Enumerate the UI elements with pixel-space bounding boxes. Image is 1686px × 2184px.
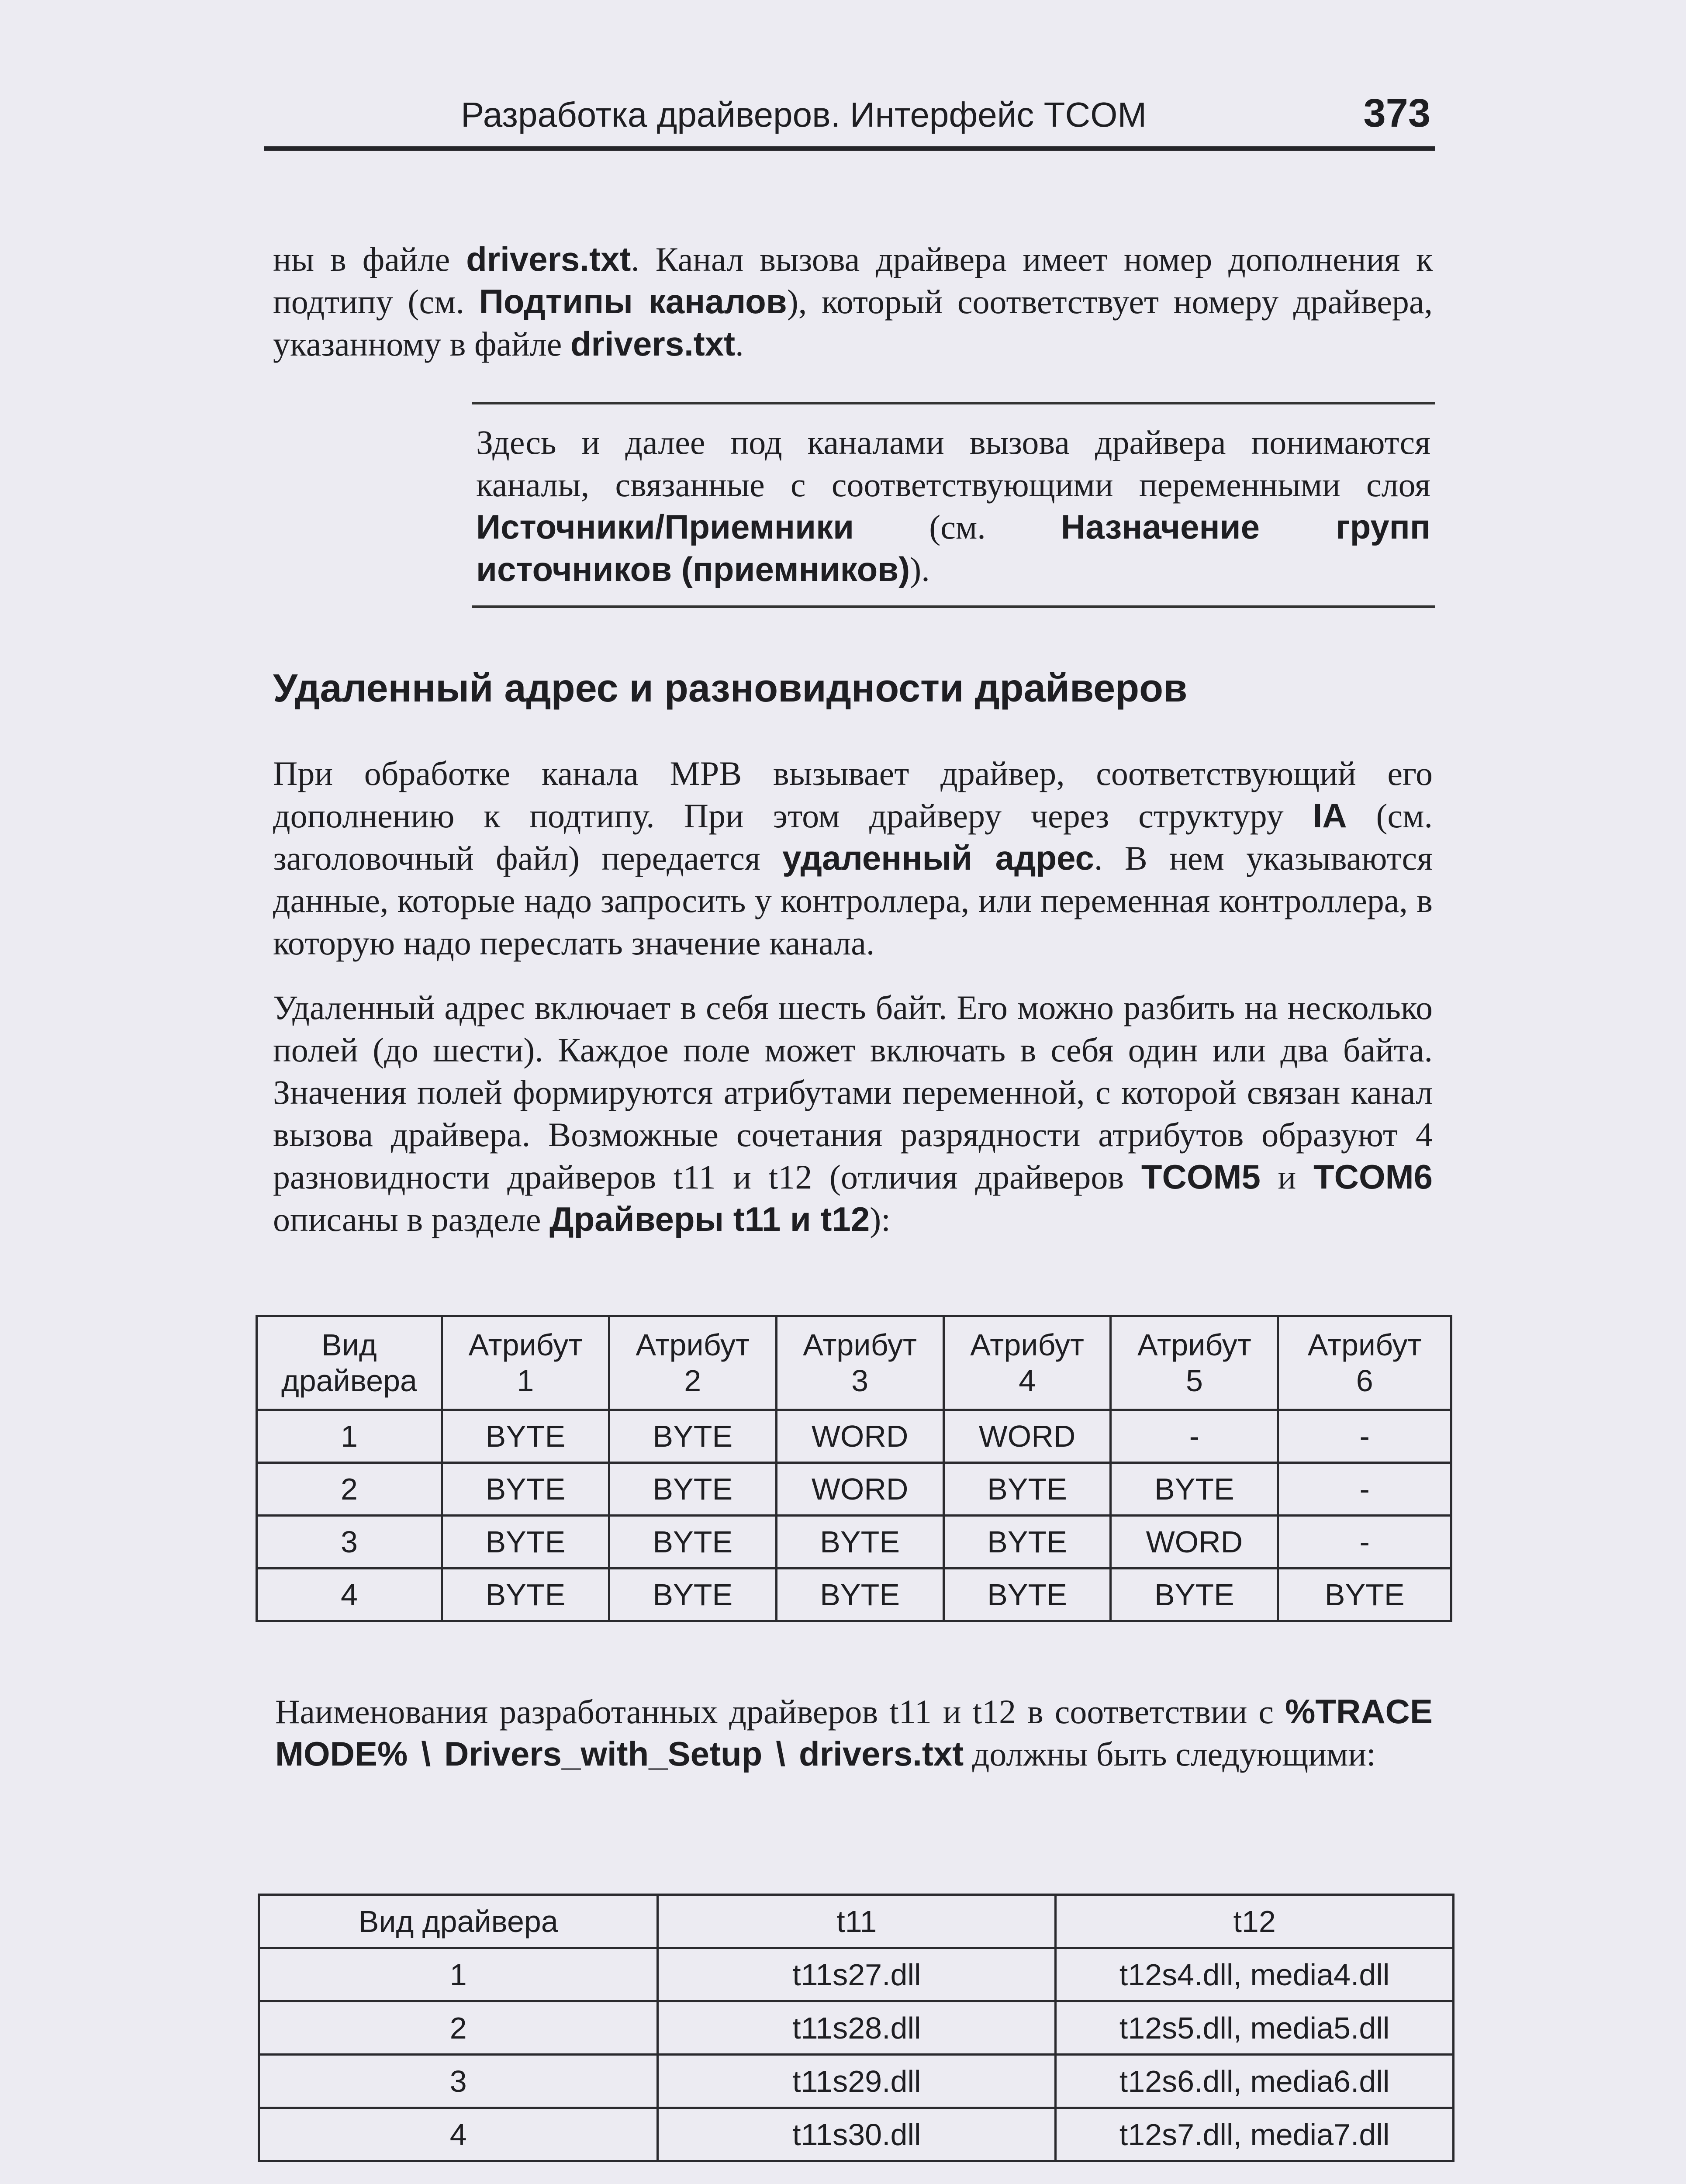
column-header: t12 bbox=[1056, 1895, 1454, 1948]
paragraph-address-fields: Удаленный адрес включает в себя шесть байт. Его можно разбить на несколько полей (до шести). Каждое поле может включать в себя один или два байта. Значения полей формируются атрибутами переменной, с которой связан канал вызова драйвера. Возможные сочетания разрядности атрибутов образуют 4 разновидности драйверов t11 и t12 (отличия драйверов TCOM5 и TCOM6 описаны в разделе Драйверы t11 и t12): bbox=[273, 988, 1433, 1238]
table-cell: - bbox=[1278, 1410, 1451, 1463]
table-cell: BYTE bbox=[943, 1463, 1111, 1516]
table-cell: t11s30.dll bbox=[658, 2108, 1056, 2161]
table-cell: t12s5.dll, media5.dll bbox=[1056, 2001, 1454, 2055]
table-header-row bbox=[257, 1316, 1451, 1410]
table-cell: BYTE bbox=[609, 1463, 776, 1516]
column-header: Атрибут 6 bbox=[1278, 1316, 1451, 1410]
structure-name: IA bbox=[1313, 796, 1347, 835]
table-cell: BYTE bbox=[442, 1410, 609, 1463]
driver-name: TCOM6 bbox=[1313, 1158, 1433, 1196]
table-cell: BYTE bbox=[943, 1569, 1111, 1621]
table-cell: BYTE bbox=[609, 1569, 776, 1621]
column-header: Атрибут 2 bbox=[609, 1316, 776, 1410]
column-header: Вид драйвера bbox=[259, 1895, 658, 1948]
table-header-row bbox=[259, 1895, 1454, 1948]
table-cell: t12s6.dll, media6.dll bbox=[1056, 2055, 1454, 2108]
file-name: drivers.txt bbox=[570, 325, 736, 363]
table-cell: 3 bbox=[259, 2055, 658, 2108]
table-cell: WORD bbox=[1111, 1516, 1278, 1569]
note-text: Здесь и далее под каналами вызова драйвера понимаются каналы, связанные с соответствующими переменными слоя Источники/Приемники (см. Назначение групп источников (приемников)). bbox=[476, 423, 1430, 588]
column-header: Вид драйвера bbox=[257, 1316, 442, 1410]
table-cell: BYTE bbox=[442, 1516, 609, 1569]
column-header: Атрибут 5 bbox=[1111, 1316, 1278, 1410]
driver-attributes-table bbox=[256, 1315, 1452, 1622]
table-row bbox=[259, 2001, 1454, 2055]
table-cell: BYTE bbox=[442, 1463, 609, 1516]
table-cell: BYTE bbox=[1278, 1569, 1451, 1621]
table-row bbox=[257, 1569, 1451, 1621]
note-box bbox=[472, 402, 1435, 608]
page-number: 373 bbox=[1363, 91, 1430, 135]
table-cell: t11s28.dll bbox=[658, 2001, 1056, 2055]
table-cell: t12s4.dll, media4.dll bbox=[1056, 1948, 1454, 2001]
table-cell: BYTE bbox=[1111, 1463, 1278, 1516]
table-cell: - bbox=[1111, 1410, 1278, 1463]
paragraph-driver-names: Наименования разработанных драйверов t11 и t12 в соответствии с %TRACE MODE% \ Drivers_with_Setup \ drivers.txt должны быть следующими: bbox=[275, 1692, 1433, 1773]
layer-name: Источники/Приемники bbox=[476, 508, 854, 546]
column-header: Атрибут 1 bbox=[442, 1316, 609, 1410]
cross-reference: Назначение групп источников (приемников) bbox=[476, 508, 1430, 588]
intro-paragraph: ны в файле drivers.txt. Канал вызова драйвера имеет номер дополнения к подтипу (см. Подтипы каналов), который соответствует номеру драйвера, указанному в файле drivers.txt. bbox=[273, 240, 1433, 363]
table-row bbox=[259, 1948, 1454, 2001]
column-header: t11 bbox=[658, 1895, 1056, 1948]
table-cell: 3 bbox=[257, 1516, 442, 1569]
table-cell: 4 bbox=[257, 1569, 442, 1621]
table-cell: WORD bbox=[943, 1410, 1111, 1463]
table-cell: t11s29.dll bbox=[658, 2055, 1056, 2108]
table-cell: t11s27.dll bbox=[658, 1948, 1056, 2001]
paragraph-remote-address: При обработке канала МРВ вызывает драйвер, соответствующий его дополнению к подтипу. При этом драйверу через структуру IA (см. заголовочный файл) передается удаленный адрес. В нем указываются данные, которые надо запросить у контроллера, или переменная контроллера, в которую надо переслать значение канала. bbox=[273, 754, 1433, 962]
running-header bbox=[264, 81, 1435, 151]
running-header-title: Разработка драйверов. Интерфейс TCOM bbox=[461, 95, 1147, 134]
table-row bbox=[259, 2055, 1454, 2108]
file-path: %TRACE MODE% \ Drivers_with_Setup \ drivers.txt bbox=[275, 1692, 1433, 1773]
table-cell: BYTE bbox=[1111, 1569, 1278, 1621]
driver-files-table bbox=[258, 1894, 1455, 2162]
table-cell: BYTE bbox=[943, 1516, 1111, 1569]
table-cell: 4 bbox=[259, 2108, 658, 2161]
table-row bbox=[259, 2108, 1454, 2161]
table-cell: 2 bbox=[259, 2001, 658, 2055]
table-cell: WORD bbox=[776, 1463, 943, 1516]
table-cell: - bbox=[1278, 1463, 1451, 1516]
file-name: drivers.txt bbox=[466, 240, 631, 278]
column-header: Атрибут 3 bbox=[776, 1316, 943, 1410]
column-header: Атрибут 4 bbox=[943, 1316, 1111, 1410]
table-cell: - bbox=[1278, 1516, 1451, 1569]
cross-reference: Подтипы каналов bbox=[479, 282, 787, 321]
table-row bbox=[257, 1516, 1451, 1569]
table-cell: 1 bbox=[257, 1410, 442, 1463]
table-cell: BYTE bbox=[776, 1516, 943, 1569]
table-cell: BYTE bbox=[776, 1569, 943, 1621]
table-cell: WORD bbox=[776, 1410, 943, 1463]
term-remote-address: удаленный адрес bbox=[782, 839, 1094, 877]
table-row bbox=[257, 1463, 1451, 1516]
driver-name: TCOM5 bbox=[1141, 1158, 1261, 1196]
cross-reference: Драйверы t11 и t12 bbox=[549, 1200, 870, 1238]
table-cell: BYTE bbox=[442, 1569, 609, 1621]
table-cell: t12s7.dll, media7.dll bbox=[1056, 2108, 1454, 2161]
table-cell: BYTE bbox=[609, 1410, 776, 1463]
table-row bbox=[257, 1410, 1451, 1463]
table-cell: BYTE bbox=[609, 1516, 776, 1569]
section-heading: Удаленный адрес и разновидности драйверов bbox=[273, 667, 1188, 710]
table-cell: 2 bbox=[257, 1463, 442, 1516]
table-cell: 1 bbox=[259, 1948, 658, 2001]
